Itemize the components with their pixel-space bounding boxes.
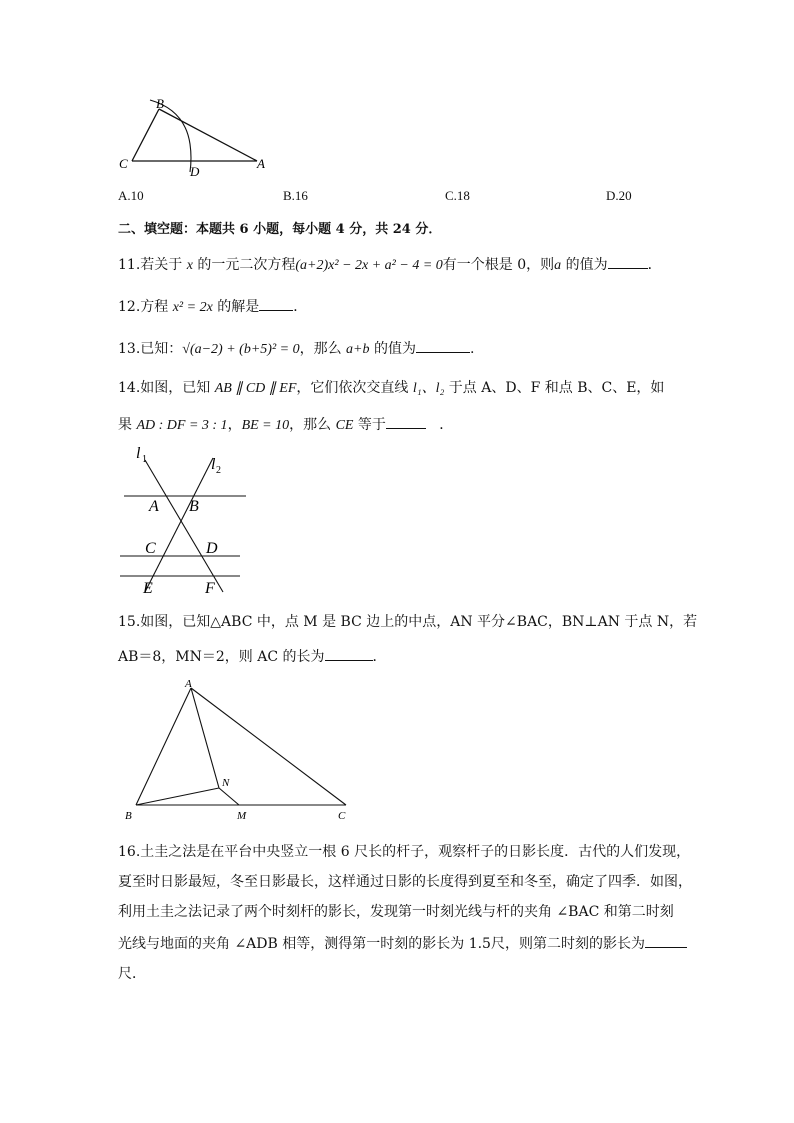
label-d: D <box>206 540 218 557</box>
label-l1-sub: 1 <box>142 454 147 465</box>
q11-pre: 11.若关于 <box>118 257 187 273</box>
question-15-line-2 <box>118 646 387 667</box>
label-l2-sub: 2 <box>216 465 221 476</box>
q11-equation: (a+2)x² − 2x + a² − 4 = 0 <box>295 258 443 273</box>
segment-nm <box>219 788 239 805</box>
segment-ba <box>159 109 257 161</box>
line-l1 <box>145 460 223 592</box>
section-title: 二、填空题：本题共 6 小题，每小题 4 分，共 24 分． <box>118 222 442 237</box>
q12-equation: x² = 2x <box>172 300 213 315</box>
figure-triangle-abc <box>118 676 358 824</box>
answer-blank-11[interactable] <box>608 254 648 269</box>
question-11: 11.若关于 x 的一元二次方程(a+2)x² − 2x + a² − 4 = 0有一个根是 0，则a 的值为 ． <box>118 254 662 276</box>
question-16-line-1: 16.土圭之法是在平台中央竖立一根 6 尺长的杆子，观察杆子的日影长度．古代的人们发现， <box>118 844 691 860</box>
q13-equation: √(a−2) + (b+5)² = 0 <box>182 342 300 357</box>
question-14-line-1 <box>118 378 664 399</box>
label-f: F <box>205 580 215 597</box>
label-b: B <box>125 810 132 822</box>
question-16-line-4 <box>118 933 687 954</box>
q14-line2-post: 等于 <box>353 417 386 433</box>
question-16-line-5: 尺． <box>118 966 146 982</box>
figure-parallel-lines <box>112 442 252 597</box>
label-e: E <box>143 580 153 597</box>
question-15-line-1: 15.如图，已知△ABC 中，点 M 是 BC 边上的中点，AN 平分∠BAC，BN⊥AN 于点 N，若 <box>118 614 698 630</box>
q13-ab: a+b <box>346 342 370 357</box>
q14-be: BE = 10 <box>241 418 290 433</box>
answer-blank-15[interactable] <box>325 646 373 661</box>
label-b: B <box>156 96 164 111</box>
label-a: A <box>257 156 265 171</box>
segment-bn <box>136 788 219 805</box>
answer-blank-16[interactable] <box>645 933 687 948</box>
question-16-line-3: 利用土圭之法记录了两个时刻杆的影长，发现第一时刻光线与杆的夹角 ∠BAC 和第二时刻 <box>118 904 674 920</box>
question-14-line-2 <box>118 414 453 436</box>
label-c: C <box>119 156 128 171</box>
q13-pre: 13.已知： <box>118 341 183 357</box>
q14-ratio: AD : DF = 3 : 1 <box>136 418 228 433</box>
choice-a: A.10 <box>118 188 144 203</box>
q11-mid1: 的一元二次方程 <box>192 257 296 273</box>
question-12: 12.方程 x² = 2x 的解是 ． <box>118 296 307 318</box>
answer-blank-13[interactable] <box>416 338 470 353</box>
choice-c: C.18 <box>445 188 470 203</box>
segment-ac <box>191 688 346 805</box>
q11-x: x <box>186 258 193 273</box>
q14-line1-pre: 14.如图，已知 <box>118 380 215 396</box>
question-13: 13.已知：√(a−2) + (b+5)² = 0，那么 a+b 的值为 . <box>118 338 474 360</box>
q11-mid2: 有一个根是 0，则 <box>442 257 555 273</box>
label-d: D <box>190 164 200 179</box>
q14-comma: ， <box>227 417 242 433</box>
question-16-line-2: 夏至时日影最短，冬至日影最长，这样通过日影的长度得到夏至和冬至，确定了四季．如图， <box>118 874 692 890</box>
label-n: N <box>222 777 230 789</box>
label-l1: l <box>136 445 141 462</box>
segment-an <box>191 688 219 788</box>
label-l2: l <box>211 456 216 473</box>
q15-line2-pre: AB＝8，MN＝2，则 AC 的长为 <box>118 649 325 665</box>
q16-line4-pre: 光线与地面的夹角 ∠ADB 相等，测得第一时刻的影长为 1.5尺，则第二时刻的影长为 <box>118 936 645 952</box>
segment-cb <box>132 109 159 161</box>
label-c: C <box>338 810 346 822</box>
q12-post: 的解是 <box>212 299 260 315</box>
label-b: B <box>189 498 199 515</box>
q14-ce: CE <box>335 418 354 433</box>
label-c: C <box>145 540 156 557</box>
q14-line2-mid: ，那么 <box>289 417 336 433</box>
label-a: A <box>149 498 159 515</box>
answer-blank-14[interactable] <box>386 414 426 429</box>
q14-line1-mid: ，它们依次交直线 <box>296 380 413 396</box>
choice-b: B.16 <box>283 188 308 203</box>
q11-post: 的值为 <box>561 257 608 273</box>
choice-d: D.20 <box>606 188 632 203</box>
q13-post: 的值为 <box>369 341 416 357</box>
q11-a: a <box>554 258 562 273</box>
q14-parallel: AB ∥ CD ∥ EF <box>214 381 297 396</box>
q13-mid: ，那么 <box>299 341 347 357</box>
q14-end: ． <box>439 417 454 433</box>
q14-line1-post: 于点 A、D、F 和点 B、C、E，如 <box>444 380 665 396</box>
q14-lines: l₁、l₂ <box>412 381 445 396</box>
q14-line2-pre: 果 <box>118 417 137 433</box>
q15-line2-post: ． <box>372 649 387 665</box>
segment-ab <box>136 688 191 805</box>
answer-blank-12[interactable] <box>259 296 293 311</box>
q12-pre: 12.方程 <box>118 299 173 315</box>
label-m: M <box>237 810 247 822</box>
figure-triangle-arc <box>110 92 290 182</box>
label-a: A <box>185 678 192 690</box>
